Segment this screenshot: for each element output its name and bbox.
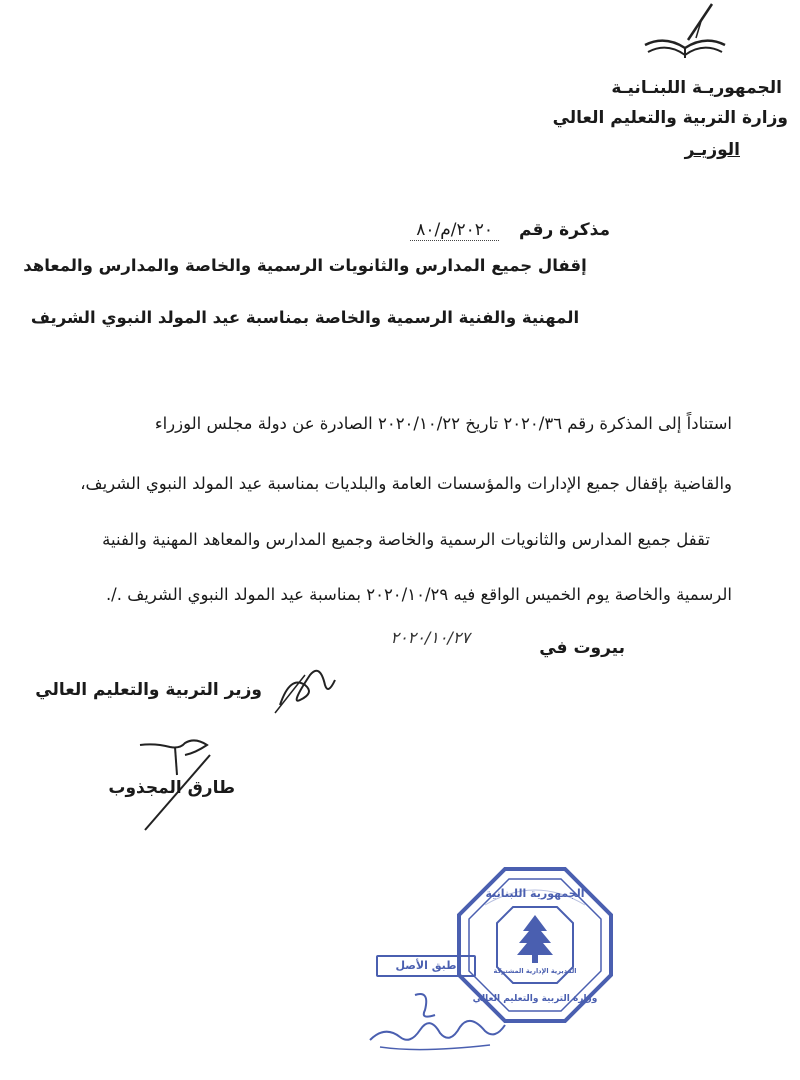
minister-initials-signature: [270, 655, 340, 715]
subject-line-1: إقفال جميع المدارس والثانويات الرسمية والخاصة والمدارس والمعاهد: [23, 256, 587, 275]
signer-name: طارق المجذوب: [108, 778, 235, 798]
ministry-book-logo: [640, 0, 730, 70]
header-minister: الوزيـر: [684, 140, 740, 160]
memo-number: ٢٠٢٠/م/٨٠: [410, 220, 499, 241]
seal-top-text: الجمهورية اللبنانية: [485, 887, 585, 900]
body-line-1: استناداً إلى المذكرة رقم ٢٠٢٠/٣٦ تاريخ ٢٠٢٠/١٠/٢٢ الصادرة عن دولة مجلس الوزراء: [154, 414, 732, 433]
memo-number-line: [410, 220, 610, 240]
body-line-2: والقاضية بإقفال جميع الإدارات والمؤسسات العامة والبلديات بمناسبة عيد المولد النبوي الشريف،: [80, 474, 732, 493]
memo-label: مذكرة رقم: [518, 220, 610, 240]
seal-bottom-text: وزارة التربية والتعليم العالي: [472, 994, 598, 1004]
body-line-4: الرسمية والخاصة يوم الخميس الواقع فيه ٢٠٢٠/١٠/٢٩ بمناسبة عيد المولد النبوي الشريف ./.: [105, 585, 732, 604]
place-label: بيروت في: [539, 638, 625, 658]
body-line-3: تقفل جميع المدارس والثانويات الرسمية والخاصة وجميع المدارس والمعاهد المهنية والفنية: [102, 530, 710, 549]
header-ministry: وزارة التربية والتعليم العالي: [552, 108, 788, 128]
subject-line-2: المهنية والفنية الرسمية والخاصة بمناسبة عيد المولد النبوي الشريف: [30, 308, 580, 327]
certifier-signature: [360, 985, 510, 1055]
handwritten-date: ٢٠٢٠/١٠/٢٧: [390, 628, 470, 647]
seal-center-text: المديرية الإدارية المشتركة: [493, 967, 577, 975]
true-copy-stamp: طبق الأصل: [376, 955, 476, 977]
header-republic: الجمهوريـة اللبنـانيـة: [611, 78, 782, 98]
signer-title: وزير التربية والتعليم العالي: [35, 680, 262, 700]
